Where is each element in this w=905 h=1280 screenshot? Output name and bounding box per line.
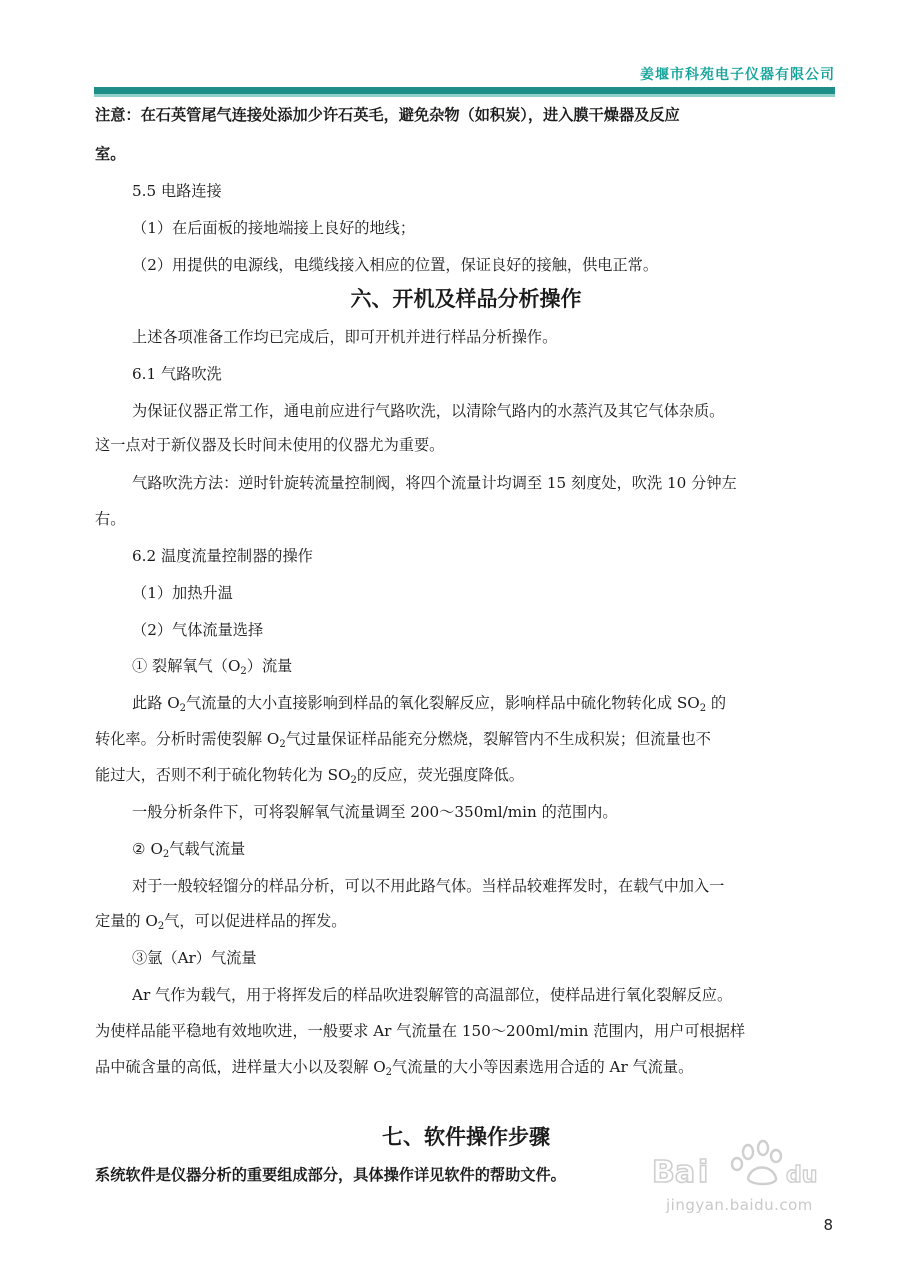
s61-para1-line1: 为保证仪器正常工作，通电前应进行气路吹洗，以清除气路内的水蒸汽及其它气体杂质。 [132,402,725,420]
ar-para-line2: 为使样品能平稳地有效地吹进，一般要求 Ar 气流量在 150～200ml/min 范围内，用户可根据样 [95,1022,746,1040]
ch6-intro: 上述各项准备工作均已完成后，即可开机并进行样品分析操作。 [132,328,558,346]
svg-text:i: i [698,1155,709,1190]
note-line-2: 室。 [95,145,126,163]
carrier-para-line2: 定量的 $O_2$气，可以促进样品的挥发。 [95,912,347,932]
carrier-para-line1: 对于一般较轻馏分的样品分析，可以不用此路气体。当样品较难挥发时，在载气中加入一 [132,877,725,895]
o2-para-line2: 转化率。分析时需使裂解 $O_2$气过量保证样品能充分燃烧，裂解管内不生成积炭；但流量也不 [95,730,711,750]
baidu-watermark [636,1138,856,1228]
watermark-url: jingyan.baidu.com [666,1196,813,1214]
s55-item-2: （2）用提供的电源线，电缆线接入相应的位置，保证良好的接触，供电正常。 [132,256,659,274]
o2-flow-title: ① 裂解氧气$(O_2)$流量 [132,657,293,677]
carrier-flow-title: ② $O_2$气载气流量 [132,840,246,860]
o2-para2: 一般分析条件下，可将裂解氧气流量调至 200～350ml/min 的范围内。 [132,803,618,821]
s62-item-2: （2）气体流量选择 [132,621,264,639]
ar-flow-title: ③氩（Ar）气流量 [132,949,257,967]
s55-item-1: （1）在后面板的接地端接上良好的地线； [132,219,416,237]
header-rule [94,87,835,97]
chapter-7-heading: 七、软件操作步骤 [382,1125,550,1149]
svg-text:du: du [786,1163,818,1188]
o2-para-line1: 此路 $O_2$气流量的大小直接影响到样品的氧化裂解反应，影响样品中硫化物转化成 $SO_2$ 的 [132,694,727,714]
section-6-2-title: 6.2 温度流量控制器的操作 [132,547,313,565]
page-number: 8 [823,1216,833,1234]
o2-para-line3: 能过大，否则不利于硫化物转化为 $SO_2$的反应，荧光强度降低。 [95,766,524,786]
s61-para2-line1: 气路吹洗方法：逆时针旋转流量控制阀，将四个流量计均调至 15 刻度处，吹洗 10 分钟左 [132,474,737,492]
s61-para1-line2: 这一点对于新仪器及长时间未使用的仪器尤为重要。 [95,436,445,454]
section-6-1-title: 6.1 气路吹洗 [132,365,222,383]
note-line-1: 注意：在石英管尾气连接处添加少许石英毛，避免杂物（如积炭），进入膜干燥器及反应 [95,106,680,124]
ar-para-line1: Ar 气作为载气，用于将挥发后的样品吹进裂解管的高温部位，使样品进行氧化裂解反应。 [132,986,733,1004]
s62-item-1: （1）加热升温 [132,584,233,602]
baidu-paw-logo-icon [636,1138,856,1198]
ch7-text: 系统软件是仪器分析的重要组成部分，具体操作详见软件的帮助文件。 [95,1166,566,1184]
chapter-6-heading: 六、开机及样品分析操作 [350,287,582,311]
svg-text:Ba: Ba [652,1155,696,1190]
company-name: 姜堰市科苑电子仪器有限公司 [640,67,835,83]
s61-para2-line2: 右。 [95,510,126,528]
ar-para-line3: 品中硫含量的高低，进样量大小以及裂解 $O_2$气流量的大小等因素选用合适的 Ar 气流量。 [95,1058,694,1078]
section-5-5-title: 5.5 电路连接 [132,182,222,200]
